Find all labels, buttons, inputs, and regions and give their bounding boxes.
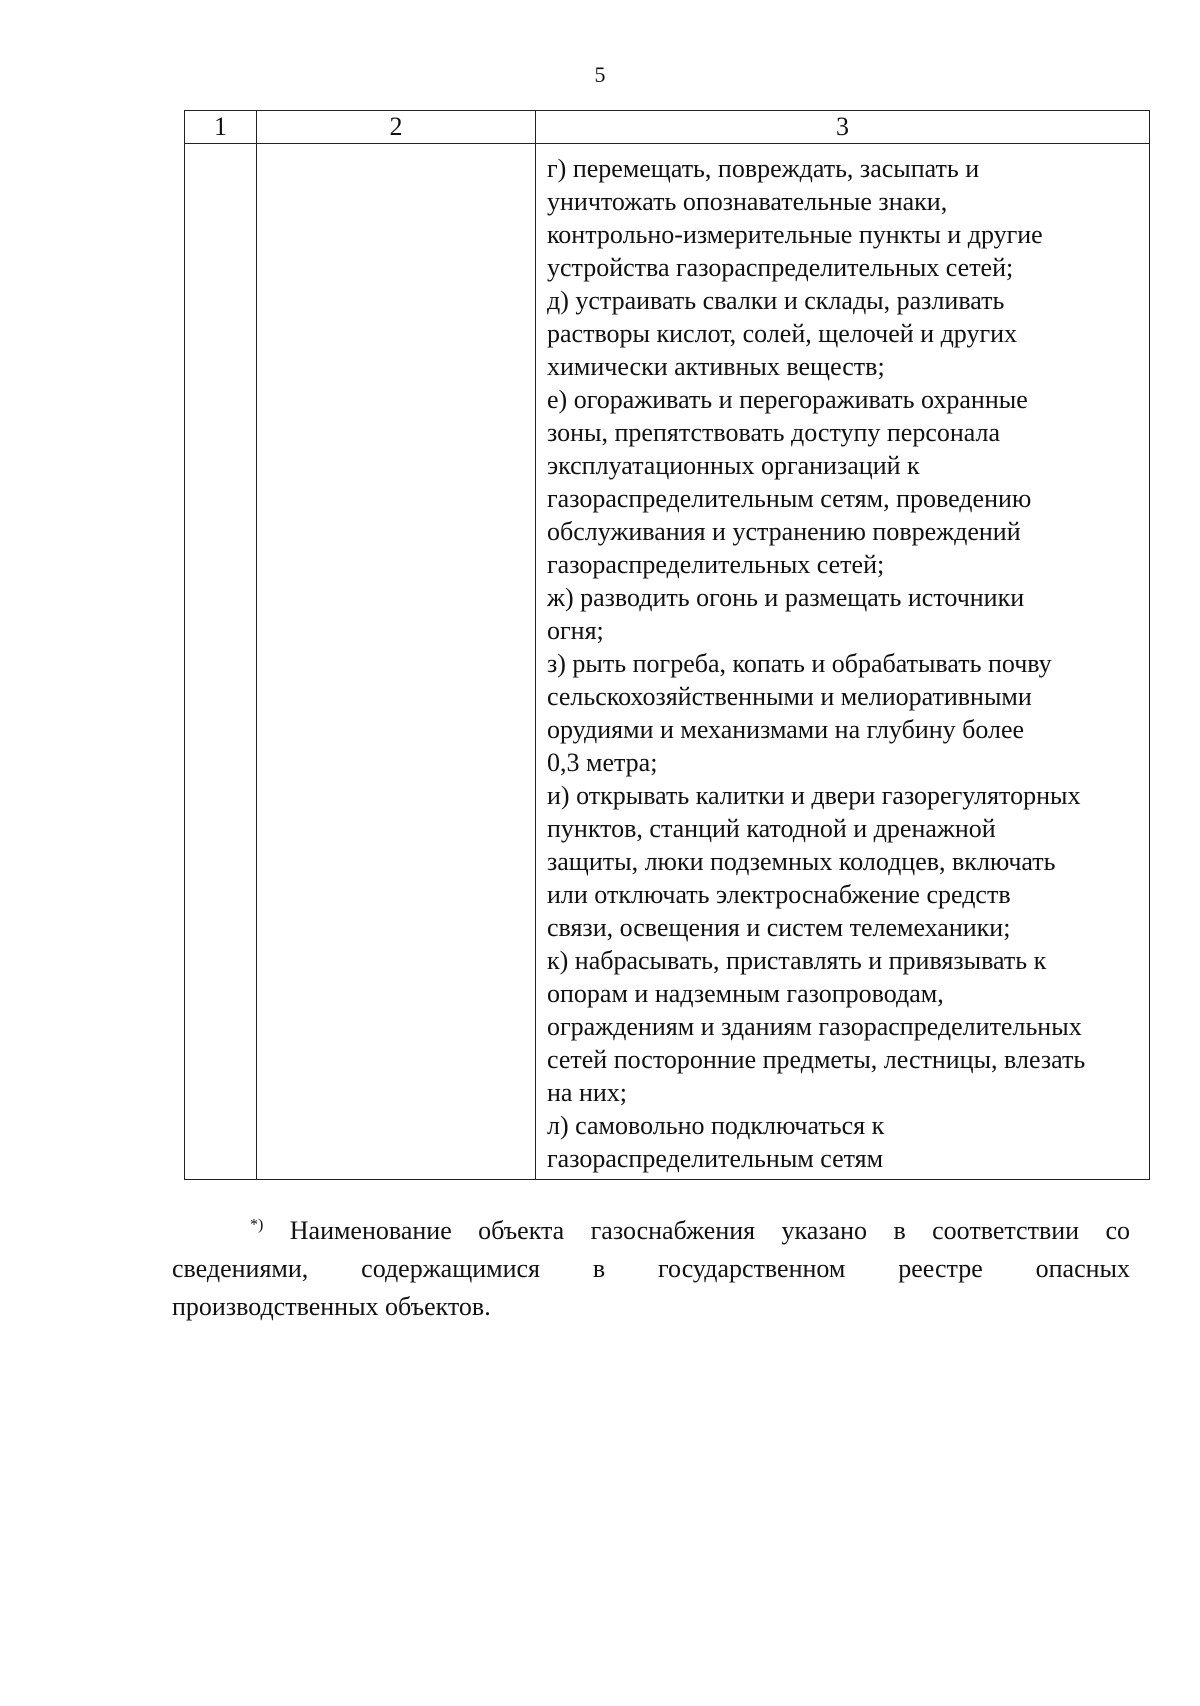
list-item-line: защиты, люки подземных колодцев, включать <box>547 847 1056 876</box>
list-item-line: газораспределительных сетей; <box>547 550 885 579</box>
table-header-row <box>185 111 1150 144</box>
requirements-table <box>184 110 1150 1180</box>
list-item-line: и) открывать калитки и двери газорегуляторных <box>547 781 1081 810</box>
list-item-line: газораспределительным сетям, проведению <box>547 484 1032 513</box>
prohibitions-list <box>536 144 1149 1179</box>
list-item-line: химически активных веществ; <box>547 352 885 381</box>
column-header-3: 3 <box>536 111 1150 144</box>
list-item-line: 0,3 метра; <box>547 748 658 777</box>
list-item-line: сельскохозяйственными и мелиоративными <box>547 682 1032 711</box>
list-item-line: контрольно-измерительные пункты и другие <box>547 220 1043 249</box>
list-item-line: на них; <box>547 1078 628 1107</box>
list-item-line: орудиями и механизмами на глубину более <box>547 715 1025 744</box>
footnote-line-1 <box>172 1212 1130 1250</box>
list-item-line: огня; <box>547 616 604 645</box>
list-item-line: уничтожать опознавательные знаки, <box>547 187 948 216</box>
list-item-line: газораспределительным сетям <box>547 1144 884 1173</box>
list-item-line: л) самовольно подключаться к <box>547 1111 885 1140</box>
list-item-line: г) перемещать, повреждать, засыпать и <box>547 154 980 183</box>
footnote-line-2: сведениями, содержащимися в государственном реестре опасных <box>172 1254 1130 1283</box>
list-item-line: эксплуатационных организаций к <box>547 451 920 480</box>
list-item-line: или отключать электроснабжение средств <box>547 880 1011 909</box>
list-item-line: связи, освещения и систем телемеханики; <box>547 913 1011 942</box>
list-item-line: сетей посторонние предметы, лестницы, влезать <box>547 1045 1086 1074</box>
footnote-text-1: Наименование объекта газоснабжения указано в соответствии со <box>289 1216 1131 1245</box>
list-item-line: зоны, препятствовать доступу персонала <box>547 418 1001 447</box>
list-item-line: пунктов, станций катодной и дренажной <box>547 814 996 843</box>
list-item-line: растворы кислот, солей, щелочей и других <box>547 319 1018 348</box>
list-item-line: опорам и надземным газопроводам, <box>547 979 944 1008</box>
table-cell-col2 <box>257 144 536 1180</box>
column-header-2: 2 <box>257 111 536 144</box>
list-item-line: обслуживания и устранению повреждений <box>547 517 1021 546</box>
list-item-line: е) огораживать и перегораживать охранные <box>547 385 1028 414</box>
column-header-1: 1 <box>185 111 257 144</box>
list-item-line: ограждениям и зданиям газораспределительных <box>547 1012 1082 1041</box>
table-cell-col1 <box>185 144 257 1180</box>
list-item-line: к) набрасывать, приставлять и привязывать к <box>547 946 1047 975</box>
list-item-line: з) рыть погреба, копать и обрабатывать почву <box>547 649 1052 678</box>
list-item-line: ж) разводить огонь и размещать источники <box>547 583 1025 612</box>
list-item-line: д) устраивать свалки и склады, разливать <box>547 286 1005 315</box>
list-item-line: устройства газораспределительных сетей; <box>547 253 1014 282</box>
table-row <box>185 144 1150 1180</box>
footnote-line-3: производственных объектов. <box>172 1292 491 1321</box>
table-cell-col3 <box>536 144 1150 1180</box>
page-number: 5 <box>594 62 606 87</box>
footnote <box>172 1212 1130 1326</box>
footnote-marker: *) <box>250 1216 264 1234</box>
